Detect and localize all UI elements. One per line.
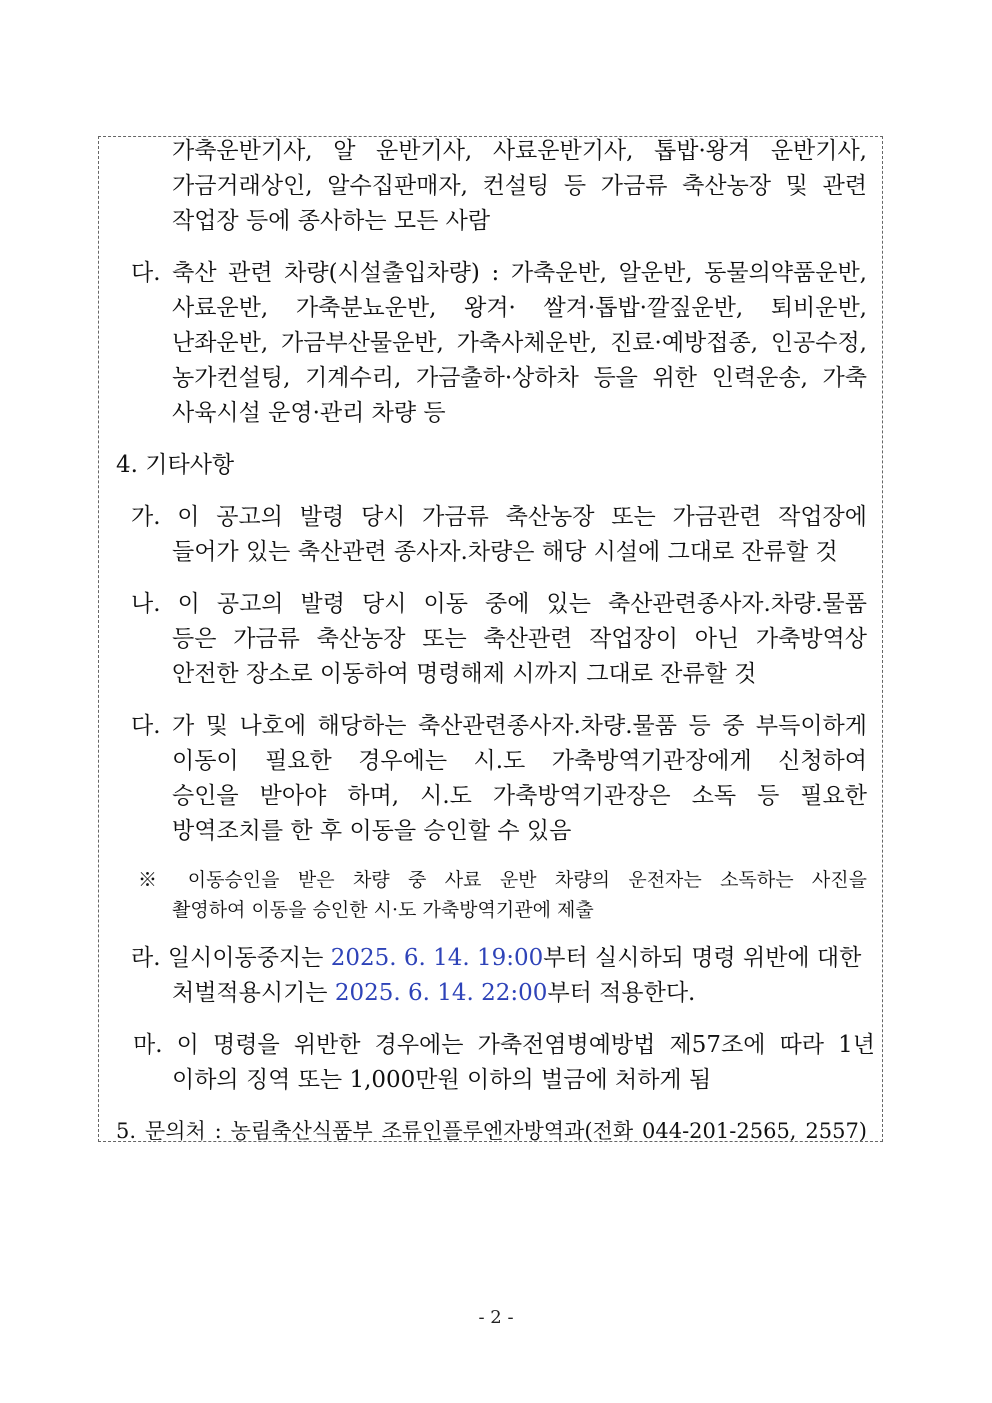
text-line: 이동이 필요한 경우에는 시.도 가축방역기관장에게 신청하여 xyxy=(172,748,867,774)
text-line: 안전한 장소로 이동하여 명령해제 시까지 그대로 잔류할 것 xyxy=(172,661,757,687)
text-segment: 부터 적용한다. xyxy=(547,980,696,1006)
text-line: 사육시설 운영·관리 차량 등 xyxy=(172,400,446,426)
text-segment: 부터 실시하되 명령 위반에 대한 xyxy=(543,945,862,971)
text-line: 가축운반기사, 알 운반기사, 사료운반기사, 톱밥·왕겨 운반기사, xyxy=(172,138,867,164)
text-line: 마. 이 명령을 위반한 경우에는 가축전염병예방법 제57조에 따라 1년 xyxy=(133,1032,875,1058)
note-line: 촬영하여 이동을 승인한 시·도 가축방역기관에 제출 xyxy=(172,899,594,921)
text-line: 난좌운반, 가금부산물운반, 가축사체운반, 진료·예방접종, 인공수정, xyxy=(172,330,867,356)
text-line xyxy=(172,978,695,1008)
penalty-datetime: 2025. 6. 14. 22:00 xyxy=(334,980,548,1006)
text-line: 나. 이 공고의 발령 당시 이동 중에 있는 축산관련종사자.차량.물품 xyxy=(131,591,867,617)
note-line: ※ 이동승인을 받은 차량 중 사료 운반 차량의 운전자는 소독하는 사진을 xyxy=(138,869,867,891)
text-line: 다. 가 및 나호에 해당하는 축산관련종사자.차량.물품 등 중 부득이하게 xyxy=(131,713,867,739)
text-line: 사료운반, 가축분뇨운반, 왕겨· 쌀겨·톱밥·깔짚운반, 퇴비운반, xyxy=(172,295,867,321)
text-segment: 처벌적용시기는 xyxy=(172,980,335,1006)
start-datetime: 2025. 6. 14. 19:00 xyxy=(330,945,544,971)
text-line: 승인을 받아야 하며, 시.도 가축방역기관장은 소독 등 필요한 xyxy=(172,783,867,809)
text-line xyxy=(131,943,867,973)
text-segment: 라. 일시이동중지는 xyxy=(131,945,331,971)
text-line: 농가컨설팅, 기계수리, 가금출하·상하차 등을 위한 인력운송, 가축 xyxy=(172,365,867,391)
text-line: 방역조치를 한 후 이동을 승인할 수 있음 xyxy=(172,818,572,844)
text-line: 등은 가금류 축산농장 또는 축산관련 작업장이 아닌 가축방역상 xyxy=(172,626,867,652)
text-line: 이하의 징역 또는 1,000만원 이하의 벌금에 처하게 됨 xyxy=(172,1067,712,1093)
section-heading: 4. 기타사항 xyxy=(116,452,235,478)
text-line: 작업장 등에 종사하는 모든 사람 xyxy=(172,208,491,234)
text-line: 가. 이 공고의 발령 당시 가금류 축산농장 또는 가금관련 작업장에 xyxy=(131,504,867,530)
contact-line: 5. 문의처 : 농림축산식품부 조류인플루엔자방역과(전화 044-201-2565, 2557) xyxy=(116,1119,867,1143)
text-line: 다. 축산 관련 차량(시설출입차량) : 가축운반, 알운반, 동물의약품운반, xyxy=(131,260,867,286)
page-number: - 2 - xyxy=(478,1307,514,1328)
text-line: 들어가 있는 축산관련 종사자.차량은 해당 시설에 그대로 잔류할 것 xyxy=(172,539,838,565)
text-line: 가금거래상인, 알수집판매자, 컨설팅 등 가금류 축산농장 및 관련 xyxy=(172,173,867,199)
